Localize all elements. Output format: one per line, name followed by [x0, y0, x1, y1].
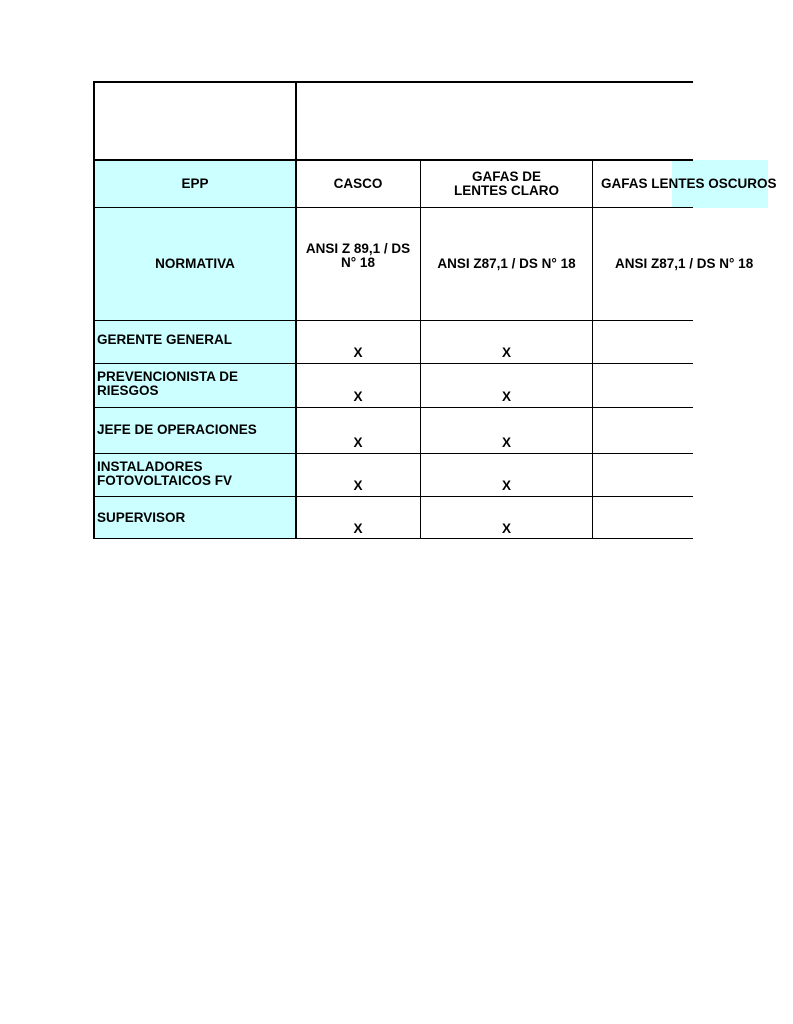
role-mark-gafas-oscuros [593, 320, 793, 363]
normativa-value: ANSI Z87,1 / DS N° 18 [437, 256, 576, 271]
role-mark-casco [296, 363, 420, 407]
normativa-label-cell [94, 208, 296, 320]
role-mark-gafas-oscuros [593, 407, 793, 453]
epp-header-cell [94, 160, 296, 208]
grid-line-column [420, 160, 421, 539]
role-mark-casco [296, 453, 420, 496]
role-label-cell [94, 320, 296, 363]
grid-line-header-bottom [93, 207, 693, 208]
grid-line-row [93, 453, 693, 454]
role-mark-casco [296, 407, 420, 453]
role-mark-gafas-claro [420, 453, 593, 496]
normativa-casco [296, 208, 420, 320]
mark-x: X [501, 435, 511, 450]
column-header-casco [296, 160, 420, 208]
normativa-value: ANSI Z 89,1 / DS N° 18 [305, 241, 411, 270]
mark-x: X [501, 345, 511, 360]
role-label: PREVENCIONISTA DE RIESGOS [97, 369, 239, 398]
role-mark-casco [296, 320, 420, 363]
role-mark-gafas-claro [420, 320, 593, 363]
column-header-label: GAFAS DE LENTES CLARO [453, 169, 559, 198]
grid-line-column [592, 160, 593, 539]
mark-x: X [501, 478, 511, 493]
role-mark-gafas-claro [420, 407, 593, 453]
grid-line-normativa-bottom [93, 320, 693, 321]
mark-x: X [353, 345, 363, 360]
role-mark-gafas-oscuros [593, 363, 793, 407]
role-mark-gafas-oscuros [593, 496, 793, 539]
normativa-label: NORMATIVA [155, 256, 235, 271]
role-mark-gafas-claro [420, 496, 593, 539]
title-cell-left [94, 82, 296, 160]
grid-line-row [93, 363, 693, 364]
grid-line-header-top [93, 159, 693, 161]
role-label-cell [94, 496, 296, 539]
role-mark-casco [296, 496, 420, 539]
mark-x: X [501, 389, 511, 404]
normativa-gafas-oscuros [593, 208, 793, 320]
mark-x: X [501, 521, 511, 536]
title-cell-right [296, 82, 696, 160]
mark-x: X [353, 478, 363, 493]
role-label-cell [94, 453, 296, 496]
grid-line-top [93, 81, 693, 83]
role-label: SUPERVISOR [97, 510, 186, 525]
grid-line-bottom [93, 538, 693, 539]
column-header-label: CASCO [333, 176, 383, 191]
role-mark-gafas-oscuros [593, 453, 793, 496]
epp-header-label: EPP [181, 176, 209, 191]
mark-x: X [353, 521, 363, 536]
grid-line-label-divider [295, 81, 297, 539]
grid-line-left [93, 81, 95, 539]
normativa-gafas-claro [420, 208, 593, 320]
mark-x: X [353, 389, 363, 404]
role-label: JEFE DE OPERACIONES [97, 422, 257, 437]
role-mark-gafas-claro [420, 363, 593, 407]
grid-line-row [93, 407, 693, 408]
normativa-value: ANSI Z87,1 / DS N° 18 [615, 256, 754, 271]
column-header-gafas-oscuros [593, 160, 793, 208]
role-label: INSTALADORES FOTOVOLTAICOS FV [97, 459, 232, 488]
column-header-label: GAFAS LENTES OSCUROS [601, 176, 777, 191]
mark-x: X [353, 435, 363, 450]
role-label: GERENTE GENERAL [97, 332, 233, 347]
role-label-cell [94, 363, 296, 407]
grid-line-row [93, 496, 693, 497]
column-header-gafas-claro [420, 160, 593, 208]
role-label-cell [94, 407, 296, 453]
